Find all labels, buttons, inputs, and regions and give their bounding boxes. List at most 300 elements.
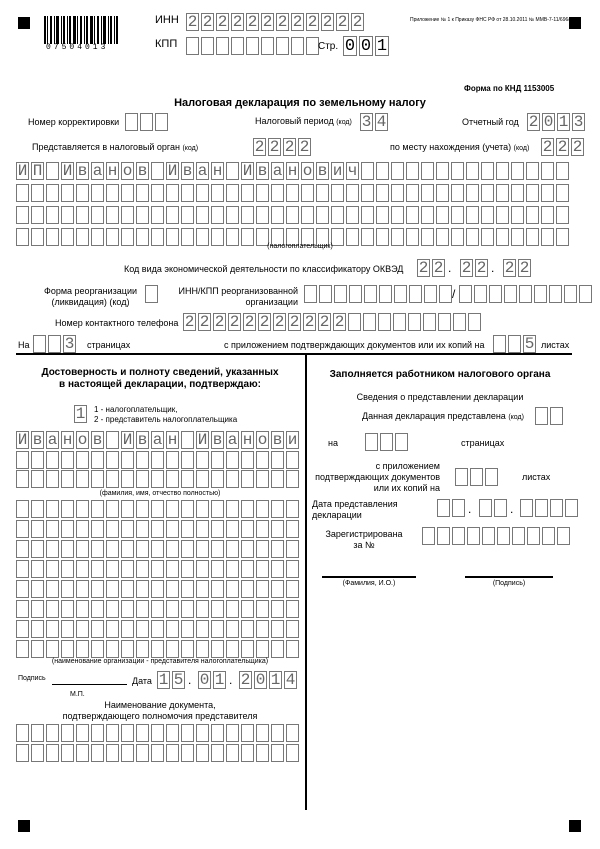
char-cell[interactable] [286,520,299,538]
char-cell[interactable] [526,162,539,180]
char-cell[interactable] [211,206,224,224]
char-cell[interactable] [151,206,164,224]
char-cell[interactable] [106,600,119,618]
char-cell[interactable] [196,206,209,224]
char-cell[interactable] [121,540,134,558]
char-cell[interactable]: 2 [557,138,568,156]
char-cell[interactable]: 2 [199,313,210,331]
char-cell[interactable] [379,285,392,303]
char-cell[interactable] [226,184,239,202]
char-cell[interactable] [226,451,239,469]
char-cell[interactable] [166,744,179,762]
char-cell[interactable] [181,540,194,558]
char-cell[interactable]: 2 [240,671,251,689]
char-cell[interactable] [550,499,563,517]
char-cell[interactable] [106,540,119,558]
char-cell[interactable]: 2 [254,138,265,156]
char-cell[interactable] [485,468,498,486]
registration-number-cells[interactable] [422,527,572,545]
char-cell[interactable] [91,540,104,558]
char-cell[interactable] [511,206,524,224]
char-cell[interactable] [196,520,209,538]
char-cell[interactable] [166,600,179,618]
char-cell[interactable] [474,285,487,303]
date-day-cells[interactable] [157,671,187,689]
char-cell[interactable] [106,500,119,518]
char-cell[interactable] [211,600,224,618]
char-cell[interactable] [76,540,89,558]
char-cell[interactable] [535,499,548,517]
char-cell[interactable] [256,620,269,638]
char-cell[interactable] [16,580,29,598]
char-cell[interactable] [136,600,149,618]
char-cell[interactable] [380,433,393,451]
char-cell[interactable] [241,600,254,618]
char-cell[interactable]: 2 [433,259,444,277]
char-cell[interactable] [256,580,269,598]
char-cell[interactable] [16,744,29,762]
char-cell[interactable] [31,640,44,658]
char-cell[interactable] [76,560,89,578]
char-cell[interactable]: 1 [75,405,86,423]
char-cell[interactable] [121,184,134,202]
char-cell[interactable] [226,580,239,598]
char-cell[interactable] [33,335,46,353]
char-cell[interactable] [481,206,494,224]
char-cell[interactable] [436,206,449,224]
char-cell[interactable] [136,206,149,224]
org-name-row-1[interactable] [16,500,301,518]
char-cell[interactable] [271,600,284,618]
char-cell[interactable] [286,184,299,202]
char-cell[interactable] [121,520,134,538]
date-month-cells[interactable] [198,671,228,689]
char-cell[interactable] [76,724,89,742]
char-cell[interactable] [181,724,194,742]
char-cell[interactable]: ч [347,162,358,180]
taxpayer-name-row-2[interactable] [16,184,571,202]
char-cell[interactable] [497,527,510,545]
char-cell[interactable] [136,724,149,742]
char-cell[interactable] [271,451,284,469]
char-cell[interactable] [16,620,29,638]
char-cell[interactable] [61,451,74,469]
char-cell[interactable]: в [272,431,283,449]
char-cell[interactable] [201,37,214,55]
char-cell[interactable] [256,744,269,762]
char-cell[interactable] [453,313,466,331]
char-cell[interactable] [16,451,29,469]
char-cell[interactable] [166,580,179,598]
char-cell[interactable] [196,540,209,558]
char-cell[interactable] [121,640,134,658]
char-cell[interactable] [166,520,179,538]
char-cell[interactable] [61,206,74,224]
char-cell[interactable] [106,520,119,538]
char-cell[interactable]: н [242,431,253,449]
char-cell[interactable] [196,470,209,488]
char-cell[interactable] [319,285,332,303]
char-cell[interactable] [16,520,29,538]
char-cell[interactable] [452,499,465,517]
char-cell[interactable] [256,560,269,578]
char-cell[interactable] [181,470,194,488]
char-cell[interactable] [408,313,421,331]
char-cell[interactable] [211,560,224,578]
char-cell[interactable] [76,744,89,762]
char-cell[interactable] [61,640,74,658]
char-cell[interactable] [46,724,59,742]
char-cell[interactable] [181,640,194,658]
char-cell[interactable] [231,37,244,55]
char-cell[interactable]: 2 [299,138,310,156]
char-cell[interactable] [241,451,254,469]
char-cell[interactable] [211,724,224,742]
char-cell[interactable] [286,560,299,578]
okved-cells-1[interactable] [417,259,447,277]
char-cell[interactable]: в [137,162,148,180]
char-cell[interactable] [151,620,164,638]
char-cell[interactable] [91,184,104,202]
char-cell[interactable] [211,744,224,762]
char-cell[interactable] [31,560,44,578]
char-cell[interactable] [241,470,254,488]
char-cell[interactable]: 2 [292,13,303,31]
char-cell[interactable] [286,206,299,224]
char-cell[interactable] [145,285,158,303]
char-cell[interactable] [46,520,59,538]
char-cell[interactable] [16,600,29,618]
char-cell[interactable]: 2 [337,13,348,31]
char-cell[interactable] [271,620,284,638]
char-cell[interactable] [226,620,239,638]
char-cell[interactable] [301,206,314,224]
doc-name-row-1[interactable] [16,724,301,742]
char-cell[interactable] [437,499,450,517]
char-cell[interactable]: 3 [64,335,75,353]
location-cells[interactable] [541,138,586,156]
char-cell[interactable] [61,470,74,488]
char-cell[interactable] [181,184,194,202]
char-cell[interactable]: 2 [519,259,530,277]
char-cell[interactable] [151,744,164,762]
char-cell[interactable] [106,431,119,449]
char-cell[interactable] [155,113,168,131]
char-cell[interactable] [241,184,254,202]
char-cell[interactable] [556,206,569,224]
char-cell[interactable] [76,640,89,658]
char-cell[interactable] [226,600,239,618]
char-cell[interactable] [346,184,359,202]
char-cell[interactable] [211,640,224,658]
char-cell[interactable] [470,468,483,486]
right-date-day-cells[interactable] [437,499,467,517]
char-cell[interactable]: 1 [158,671,169,689]
char-cell[interactable] [181,520,194,538]
char-cell[interactable]: а [47,431,58,449]
char-cell[interactable] [451,184,464,202]
char-cell[interactable] [534,285,547,303]
char-cell[interactable] [261,37,274,55]
char-cell[interactable] [196,560,209,578]
taxpayer-name-row-1[interactable] [16,162,571,180]
char-cell[interactable]: 2 [274,313,285,331]
char-cell[interactable]: а [92,162,103,180]
char-cell[interactable]: 2 [476,259,487,277]
char-cell[interactable] [136,470,149,488]
char-cell[interactable] [76,580,89,598]
char-cell[interactable] [256,184,269,202]
char-cell[interactable] [331,206,344,224]
char-cell[interactable] [31,500,44,518]
char-cell[interactable] [439,285,452,303]
char-cell[interactable] [361,206,374,224]
char-cell[interactable] [31,744,44,762]
char-cell[interactable]: 2 [202,13,213,31]
char-cell[interactable] [391,206,404,224]
char-cell[interactable]: И [62,162,73,180]
char-cell[interactable]: 0 [543,113,554,131]
char-cell[interactable]: И [197,431,208,449]
char-cell[interactable]: 2 [269,138,280,156]
char-cell[interactable] [271,520,284,538]
char-cell[interactable]: в [317,162,328,180]
char-cell[interactable]: 2 [217,13,228,31]
char-cell[interactable]: в [257,162,268,180]
char-cell[interactable] [31,600,44,618]
char-cell[interactable] [451,162,464,180]
char-cell[interactable] [151,520,164,538]
char-cell[interactable] [46,470,59,488]
char-cell[interactable] [16,560,29,578]
char-cell[interactable] [241,500,254,518]
char-cell[interactable]: 2 [247,13,258,31]
char-cell[interactable] [226,540,239,558]
char-cell[interactable]: 1 [558,113,569,131]
phone-cells[interactable] [183,313,483,331]
char-cell[interactable] [136,744,149,762]
char-cell[interactable] [211,580,224,598]
char-cell[interactable] [482,527,495,545]
char-cell[interactable] [271,560,284,578]
char-cell[interactable] [121,580,134,598]
char-cell[interactable] [91,580,104,598]
char-cell[interactable] [76,184,89,202]
char-cell[interactable] [211,540,224,558]
char-cell[interactable]: 2 [259,313,270,331]
char-cell[interactable] [125,113,138,131]
char-cell[interactable]: 5 [173,671,184,689]
char-cell[interactable]: н [212,162,223,180]
char-cell[interactable]: 1 [270,671,281,689]
char-cell[interactable] [423,313,436,331]
char-cell[interactable] [496,184,509,202]
char-cell[interactable] [106,560,119,578]
char-cell[interactable] [241,744,254,762]
char-cell[interactable] [61,620,74,638]
char-cell[interactable] [61,580,74,598]
char-cell[interactable] [376,206,389,224]
char-cell[interactable] [550,407,563,425]
char-cell[interactable]: 3 [573,113,584,131]
char-cell[interactable] [301,184,314,202]
char-cell[interactable] [256,600,269,618]
char-cell[interactable]: 2 [284,138,295,156]
char-cell[interactable] [91,724,104,742]
char-cell[interactable] [466,206,479,224]
char-cell[interactable] [91,451,104,469]
char-cell[interactable] [140,113,153,131]
char-cell[interactable] [181,560,194,578]
char-cell[interactable] [76,520,89,538]
char-cell[interactable]: 2 [334,313,345,331]
char-cell[interactable] [46,206,59,224]
char-cell[interactable]: н [287,162,298,180]
char-cell[interactable]: 2 [244,313,255,331]
char-cell[interactable] [121,744,134,762]
char-cell[interactable]: 2 [572,138,583,156]
tax-period-cells[interactable] [360,113,390,131]
char-cell[interactable] [136,451,149,469]
char-cell[interactable] [151,580,164,598]
char-cell[interactable] [151,162,164,180]
char-cell[interactable] [378,313,391,331]
char-cell[interactable] [271,724,284,742]
char-cell[interactable] [271,500,284,518]
char-cell[interactable] [151,640,164,658]
char-cell[interactable] [136,184,149,202]
char-cell[interactable] [556,184,569,202]
char-cell[interactable]: а [272,162,283,180]
char-cell[interactable] [61,560,74,578]
char-cell[interactable] [106,184,119,202]
char-cell[interactable] [31,540,44,558]
char-cell[interactable]: П [32,162,43,180]
char-cell[interactable] [526,206,539,224]
org-name-row-7[interactable] [16,620,301,638]
char-cell[interactable] [504,285,517,303]
char-cell[interactable] [394,285,407,303]
char-cell[interactable] [121,560,134,578]
char-cell[interactable] [241,540,254,558]
char-cell[interactable] [286,540,299,558]
char-cell[interactable] [106,451,119,469]
inn-cells[interactable] [186,13,366,31]
doc-name-row-2[interactable] [16,744,301,762]
char-cell[interactable] [535,407,548,425]
char-cell[interactable]: 2 [184,313,195,331]
org-name-row-5[interactable] [16,580,301,598]
char-cell[interactable]: И [17,431,28,449]
char-cell[interactable] [61,520,74,538]
char-cell[interactable] [16,206,29,224]
char-cell[interactable] [46,580,59,598]
char-cell[interactable] [106,470,119,488]
char-cell[interactable] [363,313,376,331]
char-cell[interactable] [106,724,119,742]
char-cell[interactable] [121,206,134,224]
char-cell[interactable] [76,620,89,638]
char-cell[interactable]: И [167,162,178,180]
char-cell[interactable]: 5 [524,335,535,353]
char-cell[interactable] [421,162,434,180]
char-cell[interactable] [211,184,224,202]
char-cell[interactable] [549,285,562,303]
char-cell[interactable] [136,640,149,658]
char-cell[interactable] [106,580,119,598]
char-cell[interactable] [48,335,61,353]
char-cell[interactable] [361,162,374,180]
reorg-kpp-cells[interactable] [459,285,594,303]
char-cell[interactable] [61,744,74,762]
char-cell[interactable]: и [287,431,298,449]
char-cell[interactable] [46,540,59,558]
char-cell[interactable] [376,184,389,202]
char-cell[interactable] [256,451,269,469]
char-cell[interactable] [511,162,524,180]
char-cell[interactable] [436,184,449,202]
char-cell[interactable] [136,520,149,538]
char-cell[interactable] [226,520,239,538]
char-cell[interactable] [16,470,29,488]
char-cell[interactable] [406,162,419,180]
char-cell[interactable] [46,640,59,658]
char-cell[interactable] [151,724,164,742]
char-cell[interactable] [121,451,134,469]
char-cell[interactable] [365,433,378,451]
char-cell[interactable]: о [77,431,88,449]
char-cell[interactable] [241,580,254,598]
char-cell[interactable] [196,620,209,638]
char-cell[interactable] [508,335,521,353]
char-cell[interactable] [256,470,269,488]
char-cell[interactable] [91,520,104,538]
char-cell[interactable] [46,162,59,180]
pages-cells[interactable] [33,335,78,353]
char-cell[interactable] [136,620,149,638]
char-cell[interactable] [526,184,539,202]
char-cell[interactable] [346,206,359,224]
char-cell[interactable] [211,470,224,488]
char-cell[interactable] [406,184,419,202]
char-cell[interactable] [527,527,540,545]
char-cell[interactable] [479,499,492,517]
char-cell[interactable] [211,500,224,518]
char-cell[interactable] [151,540,164,558]
char-cell[interactable] [181,620,194,638]
tax-authority-cells[interactable] [253,138,313,156]
char-cell[interactable]: 2 [187,13,198,31]
char-cell[interactable] [196,744,209,762]
char-cell[interactable] [256,724,269,742]
char-cell[interactable] [91,206,104,224]
char-cell[interactable] [467,527,480,545]
char-cell[interactable] [481,184,494,202]
char-cell[interactable]: И [17,162,28,180]
char-cell[interactable] [121,724,134,742]
char-cell[interactable] [459,285,472,303]
char-cell[interactable] [16,724,29,742]
char-cell[interactable] [31,470,44,488]
char-cell[interactable] [166,724,179,742]
char-cell[interactable] [496,206,509,224]
char-cell[interactable] [166,184,179,202]
char-cell[interactable] [348,313,361,331]
char-cell[interactable] [136,560,149,578]
char-cell[interactable]: 2 [304,313,315,331]
char-cell[interactable] [361,184,374,202]
char-cell[interactable] [46,560,59,578]
